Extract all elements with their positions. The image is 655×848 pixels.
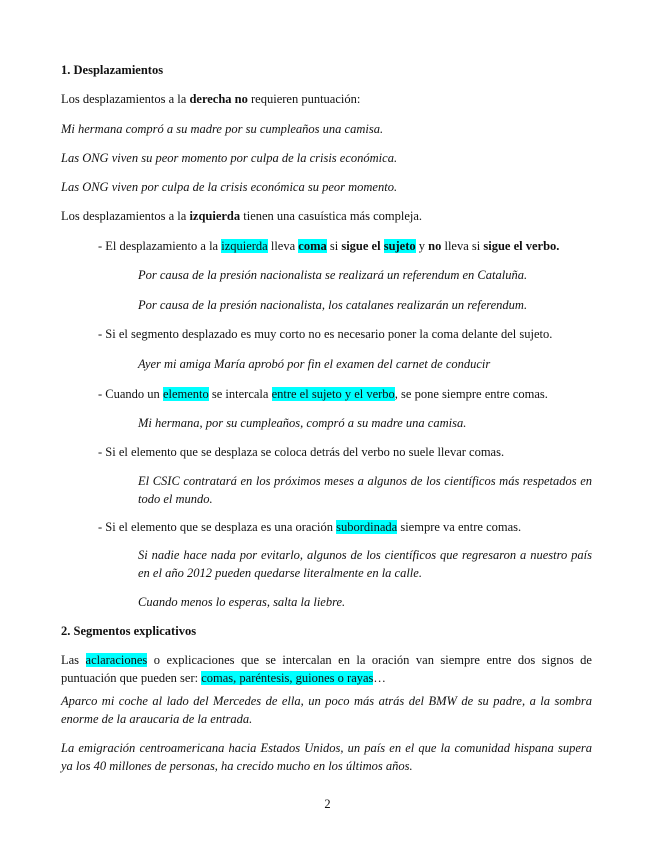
example-sentence: Cuando menos lo esperas, salta la liebre.: [138, 595, 346, 609]
example-sentence: Las ONG viven su peor momento por culpa de la crisis económica.: [61, 151, 398, 165]
bold-term: sigue el verbo.: [483, 239, 560, 253]
bold-term: sigue el: [341, 239, 384, 253]
text-fragment: Los desplazamientos a la: [61, 92, 190, 106]
bullet-short-segment: - Si el segmento desplazado es muy corto no es necesario poner la coma delante del sujeto.: [98, 327, 553, 341]
highlighted-term: comas, paréntesis, guiones o rayas: [201, 671, 374, 685]
text-fragment: lleva: [267, 239, 299, 253]
example-sentence: Las ONG viven por culpa de la crisis económica su peor momento.: [61, 180, 398, 194]
text-fragment: Los desplazamientos a la: [61, 209, 190, 223]
highlighted-term: entre el sujeto y el verbo: [271, 387, 395, 401]
text-fragment: y: [415, 239, 429, 253]
section-heading-segmentos-explicativos: 2. Segmentos explicativos: [61, 624, 197, 638]
bullet-intercalated-element: [98, 385, 548, 403]
example-sentence: Por causa de la presión nacionalista, los catalanes realizarán un referendum.: [138, 298, 528, 312]
bullet-subordinate-clause: [98, 518, 521, 536]
text-fragment: lleva si: [441, 239, 484, 253]
text-fragment: tienen una casuística más compleja.: [240, 209, 423, 223]
highlighted-term: izquierda: [221, 239, 268, 253]
example-sentence: Por causa de la presión nacionalista se realizará un referendum en Cataluña.: [138, 268, 528, 282]
text-fragment: Las: [61, 653, 86, 667]
paragraph-explanatory-segments: [61, 651, 592, 687]
text-fragment: …: [373, 671, 386, 685]
paragraph-left-displacements: [61, 207, 422, 225]
text-fragment: si: [326, 239, 342, 253]
highlighted-term: elemento: [162, 387, 209, 401]
text-fragment: siempre va entre comas.: [397, 520, 522, 534]
bullet-after-verb: - Si el elemento que se desplaza se coloca detrás del verbo no suele llevar comas.: [98, 445, 505, 459]
page-number: 2: [324, 797, 331, 811]
example-sentence: La emigración centroamericana hacia Estados Unidos, un país en el que la comunidad hispana supera ya los 40 millones de personas, ha crecido mucho en los últimos años.: [61, 741, 592, 773]
bold-term: derecha no: [189, 92, 248, 106]
bold-term: no: [428, 239, 442, 253]
text-fragment: o explicaciones que se intercalan en la oración van siempre entre dos signos de puntuación que pueden ser:: [61, 653, 592, 685]
example-sentence: Si nadie hace nada por evitarlo, algunos de los científicos que regresaron a nuestro país en el año 2012 pueden quedarse literalmente en la calle.: [138, 548, 592, 580]
text-fragment: requieren puntuación:: [247, 92, 361, 106]
paragraph-right-displacements: [61, 90, 360, 108]
highlighted-term: subordinada: [336, 520, 398, 534]
example-sentence: Aparco mi coche al lado del Mercedes de ella, un poco más atrás del BMW de su padre, a la sombra enorme de la araucaria de la entrada.: [61, 694, 592, 726]
text-fragment: , se pone siempre entre comas.: [394, 387, 548, 401]
highlighted-term: aclaraciones: [85, 653, 148, 667]
bullet-left-displacement-rule: [98, 237, 559, 255]
bold-term: izquierda: [189, 209, 241, 223]
section-heading-desplazamientos: 1. Desplazamientos: [61, 63, 164, 77]
example-sentence: Ayer mi amiga María aprobó por fin el examen del carnet de conducir: [138, 357, 491, 371]
example-sentence: Mi hermana compró a su madre por su cumpleaños una camisa.: [61, 122, 384, 136]
highlighted-term: coma: [298, 239, 327, 253]
text-fragment: - Cuando un: [98, 387, 163, 401]
example-sentence: Mi hermana, por su cumpleaños, compró a su madre una camisa.: [138, 416, 467, 430]
text-fragment: - Si el elemento que se desplaza es una oración: [98, 520, 337, 534]
text-fragment: se intercala: [208, 387, 272, 401]
highlighted-term: sujeto: [383, 239, 416, 253]
text-fragment: - El desplazamiento a la: [98, 239, 222, 253]
example-sentence: El CSIC contratará en los próximos meses a algunos de los científicos más respetados en todo el mundo.: [138, 474, 592, 506]
